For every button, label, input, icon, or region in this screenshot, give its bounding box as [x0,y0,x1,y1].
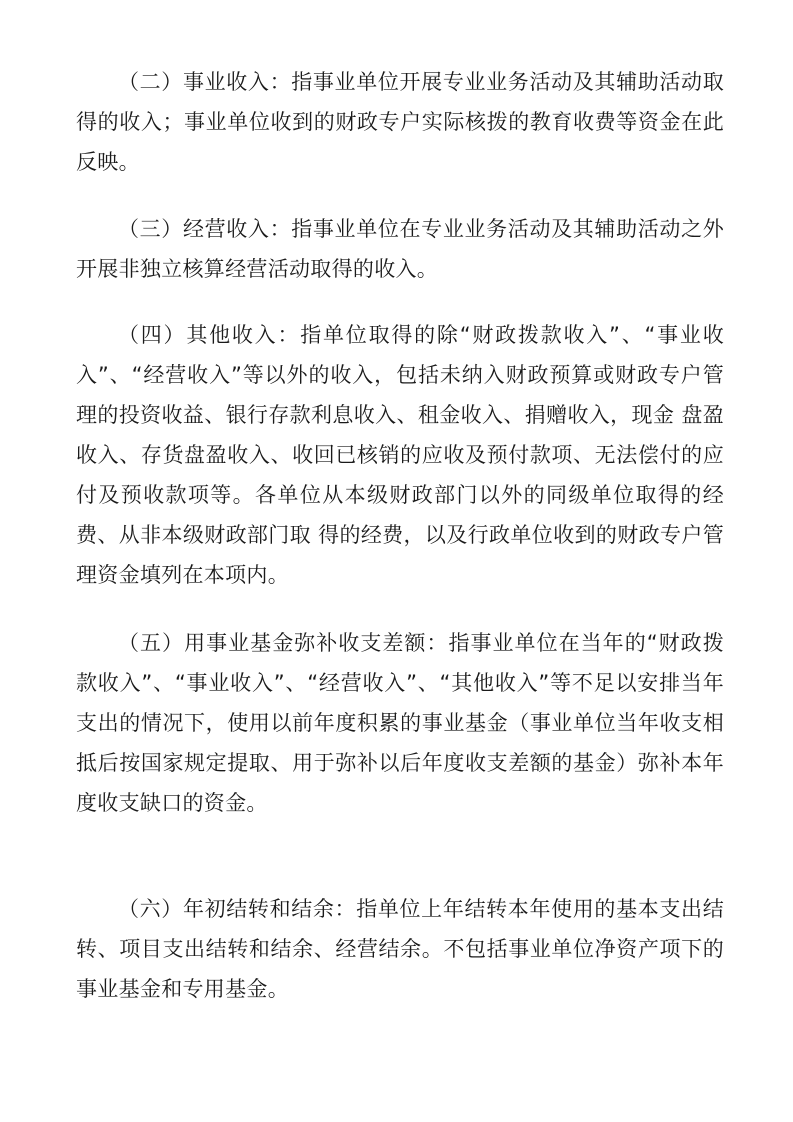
paragraph-business-income: （二）事业收入：指事业单位开展专业业务活动及其辅助活动取得的收入；事业单位收到的财政专户实际核拨的教育收费等资金在此反映。 [76,70,724,174]
paragraph-business-fund-offset: （五）用事业基金弥补收支差额：指事业单位在当年的“财政拨款收入”、“事业收入”、“经营收入”、“其他收入”等不足以安排当年支出的情况下，使用以前年度积累的事业基金（事业单位当年收支相抵后按国家规定提取、用于弥补以后年度收支差额的基金）弥补本年度收支缺口的资金。 [76,631,724,815]
paragraph-other-income: （四）其他收入：指单位取得的除“财政拨款收入”、“事业收入”、“经营收入”等以外的收入，包括未纳入财政预算或财政专户管理的投资收益、银行存款利息收入、租金收入、捐赠收入，现金 盘盈收入、存货盘盈收入、收回已核销的应收及预付款项、无法偿付的应付及预收款项等。各单位从本级财政部门以外的同级单位取得的经费、从非本级财政部门取 得的经费，以及行政单位收到的财政专户管理资金填列在本项内。 [76,323,724,587]
paragraph-operating-income: （三）经营收入：指事业单位在专业业务活动及其辅助活动之外开展非独立核算经营活动取得的收入。 [76,217,724,281]
paragraph-carryover-balance: （六）年初结转和结余：指单位上年结转本年使用的基本支出结转、项目支出结转和结余、经营结余。不包括事业单位净资产项下的事业基金和专用基金。 [76,897,724,1001]
